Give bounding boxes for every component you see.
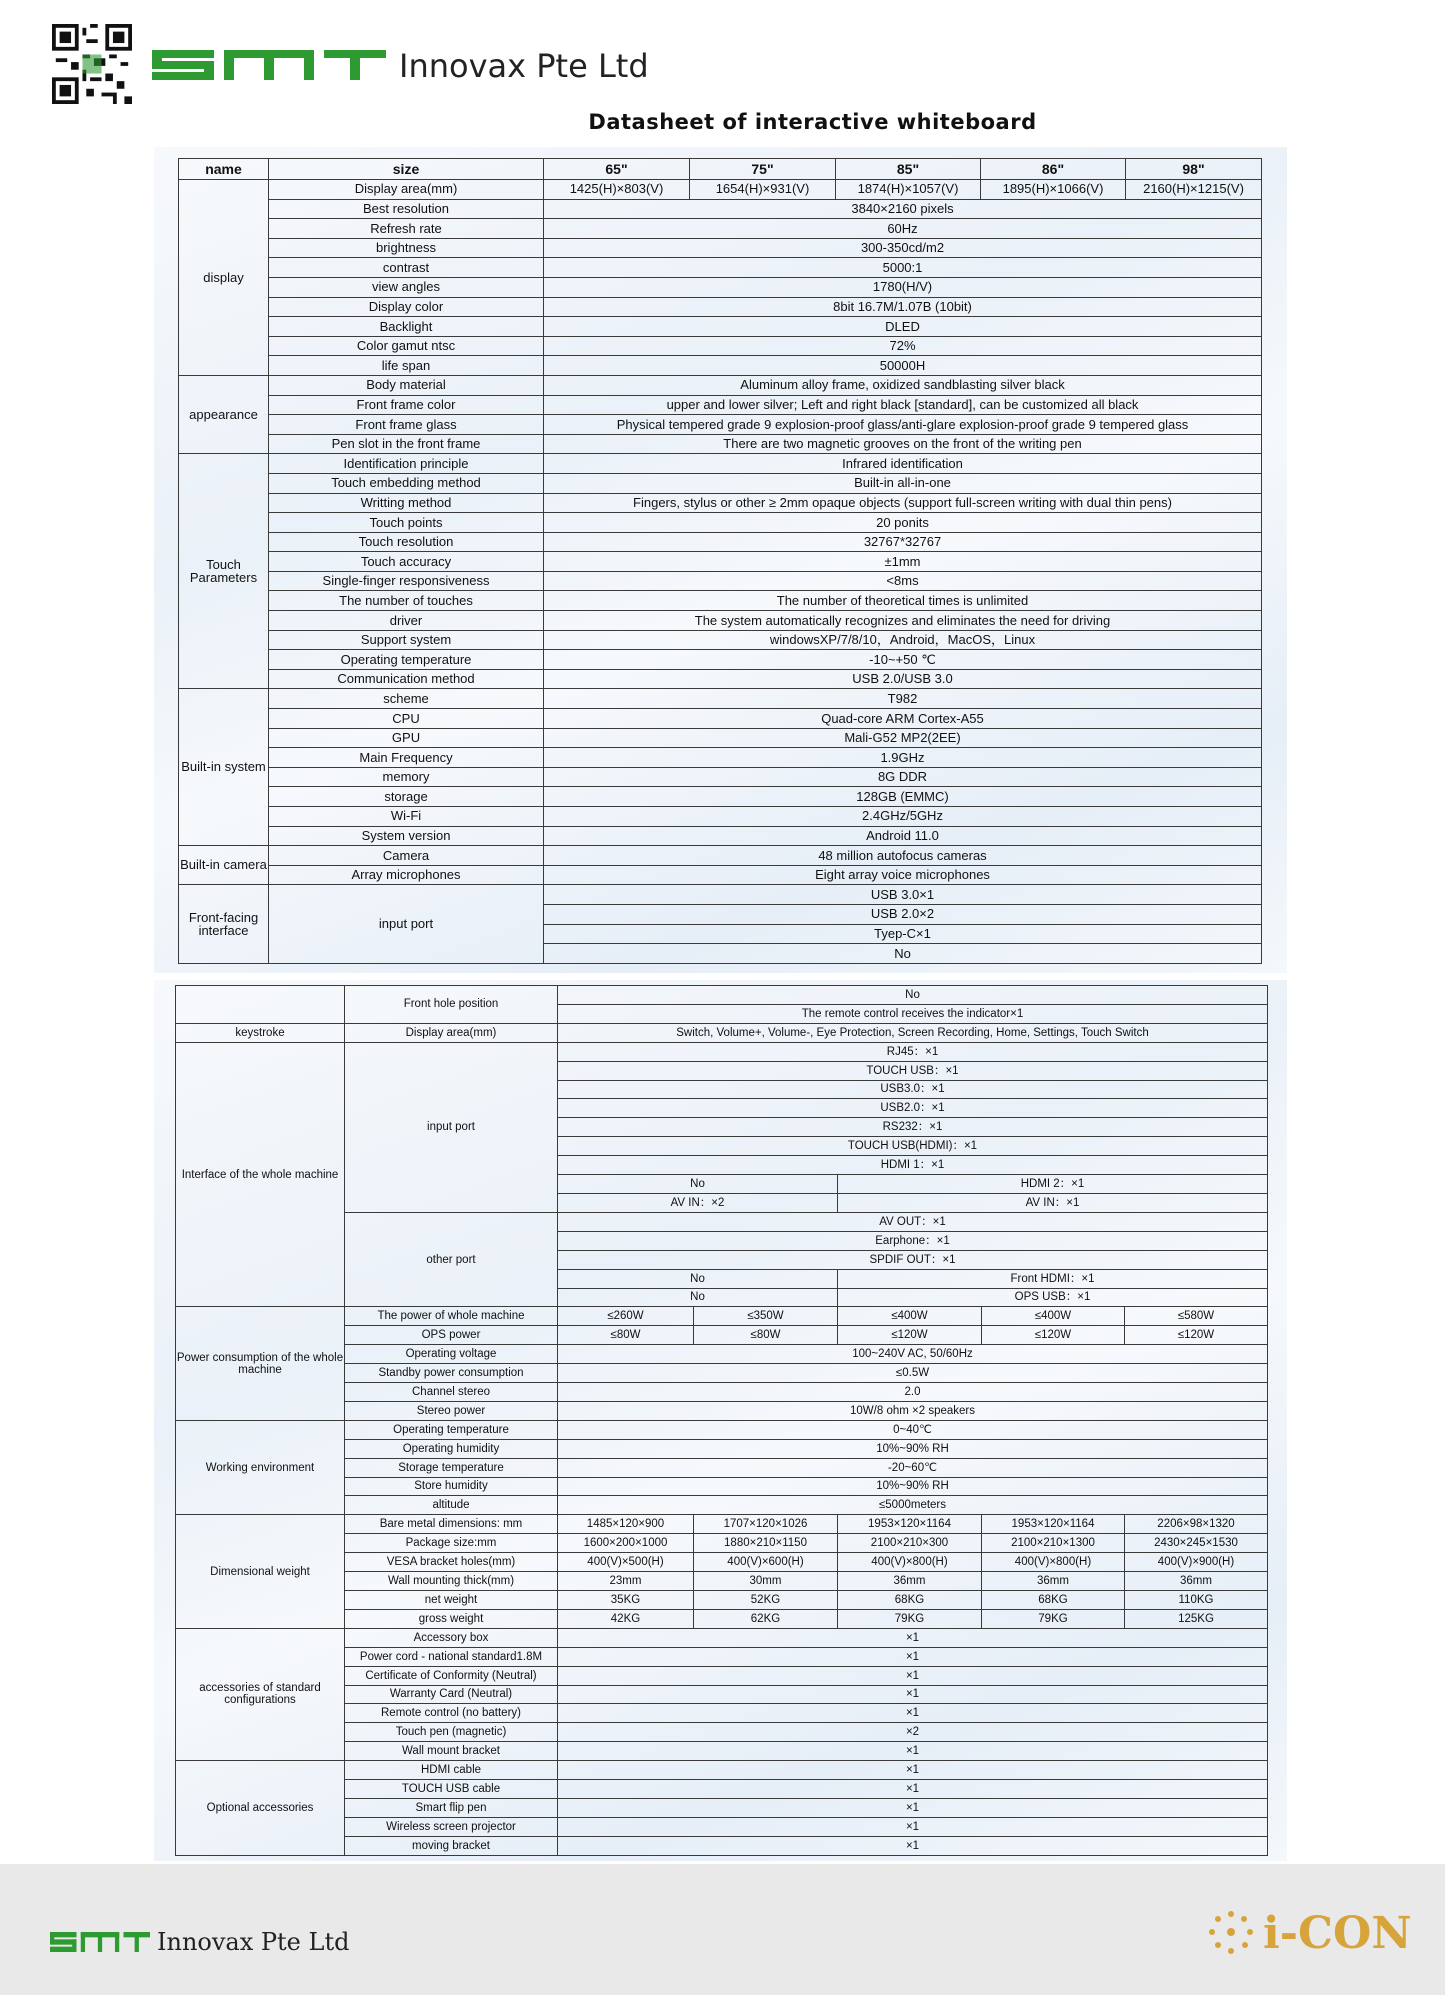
spec-label: Writting method [269,493,544,513]
smt-logo [152,50,386,80]
spec-label: Touch resolution [269,532,544,552]
group-name: Touch Parameters [179,454,269,689]
spec-value: Switch, Volume+, Volume-, Eye Protection, Screen Recording, Home, Settings, Touch Switch [558,1023,1268,1042]
spec-value: There are two magnetic grooves on the front of the writing pen [544,434,1262,454]
spec-label: OPS power [345,1326,558,1345]
spec-label: Standby power consumption [345,1364,558,1383]
table-row [179,552,1262,572]
spec-label: Accessory box [345,1628,558,1647]
table-row [179,807,1262,827]
spec-label: brightness [269,238,544,258]
table-row [179,180,1262,200]
spec-value: 50000H [544,356,1262,376]
spec-value: No [558,1269,838,1288]
table-row [179,317,1262,337]
spec-value: No [558,986,1268,1005]
spec-value: 0~40℃ [558,1420,1268,1439]
spec-value: 2100×210×1300 [982,1534,1125,1553]
spec-value: The system automatically recognizes and eliminates the need for driving [544,611,1262,631]
spec-value: upper and lower silver; Left and right black [standard], can be customized all black [544,395,1262,415]
spec-label: Display area(mm) [345,1023,558,1042]
table-row [179,650,1262,670]
spec-value: 2100×210×300 [838,1534,982,1553]
table-row [179,454,1262,474]
spec-value: 36mm [1125,1572,1268,1591]
table-row [179,767,1262,787]
spec-value: USB 3.0×1 [544,885,1262,905]
spec-value: 60Hz [544,219,1262,239]
spec-label: Bare metal dimensions: mm [345,1515,558,1534]
spec-value: ×1 [558,1666,1268,1685]
spec-value: 400(V)×800(H) [838,1553,982,1572]
spec-value: 1425(H)×803(V) [544,180,690,200]
table-row [176,1515,1268,1534]
spec-value: ≤350W [694,1307,838,1326]
spec-value: ≤120W [1125,1326,1268,1345]
group-name [176,986,345,1024]
spec-label: CPU [269,709,544,729]
column-header: 85" [836,159,981,180]
table-row [179,728,1262,748]
spec-value: ×1 [558,1685,1268,1704]
spec-value: 23mm [558,1572,694,1591]
group-name: Front-facing interface [179,885,269,964]
table-row [179,297,1262,317]
spec-label: TOUCH USB cable [345,1780,558,1799]
table-row [179,258,1262,278]
spec-label: input port [269,885,544,964]
spec-value: 10%~90% RH [558,1477,1268,1496]
spec-value: Infrared identification [544,454,1262,474]
spec-label: Touch points [269,513,544,533]
group-name: Optional accessories [176,1761,345,1856]
spec-label: Color gamut ntsc [269,336,544,356]
group-name: appearance [179,375,269,453]
spec-value: 2430×245×1530 [1125,1534,1268,1553]
spec-label: life span [269,356,544,376]
spec-label: Power cord - national standard1.8M [345,1647,558,1666]
column-header: 86" [981,159,1126,180]
table-row [176,1761,1268,1780]
spec-value: Front HDMI：×1 [838,1269,1268,1288]
spec-label: Wireless screen projector [345,1817,558,1836]
spec-value: ≤0.5W [558,1364,1268,1383]
spec-label: Communication method [269,669,544,689]
spec-label: Front frame glass [269,415,544,435]
spec-value: ×1 [558,1817,1268,1836]
spec-label: The number of touches [269,591,544,611]
spec-value: <8ms [544,571,1262,591]
spec-value: OPS USB：×1 [838,1288,1268,1307]
group-name: Dimensional weight [176,1515,345,1628]
spec-value: 1874(H)×1057(V) [836,180,981,200]
group-name: keystroke [176,1023,345,1042]
spec-value: Mali-G52 MP2(2EE) [544,728,1262,748]
spec-value: ≤120W [838,1326,982,1345]
spec-value: Fingers, stylus or other ≥ 2mm opaque objects (support full-screen writing with dual thin pens) [544,493,1262,513]
footer-smt-logo [50,1932,150,1952]
spec-value: 8G DDR [544,767,1262,787]
page-title: Datasheet of interactive whiteboard [588,110,1037,134]
spec-value: 3840×2160 pixels [544,199,1262,219]
spec-label: Touch pen (magnetic) [345,1723,558,1742]
spec-value: ≤80W [558,1326,694,1345]
spec-label: Wi-Fi [269,807,544,827]
table-row [179,513,1262,533]
spec-value: USB 2.0/USB 3.0 [544,669,1262,689]
table-row [179,611,1262,631]
spec-value: 400(V)×500(H) [558,1553,694,1572]
spec-value: 36mm [982,1572,1125,1591]
spec-label: storage [269,787,544,807]
spec-value: 42KG [558,1609,694,1628]
spec-value: 1654(H)×931(V) [690,180,836,200]
spec-value: ≤400W [982,1307,1125,1326]
column-header: 98" [1126,159,1262,180]
spec-value: 5000:1 [544,258,1262,278]
spec-label: Store humidity [345,1477,558,1496]
spec-value: 48 million autofocus cameras [544,846,1262,866]
table-row [179,336,1262,356]
table-row [179,846,1262,866]
table-row [179,434,1262,454]
table-row [179,865,1262,885]
spec-label: Wall mount bracket [345,1742,558,1761]
spec-value: 1.9GHz [544,748,1262,768]
spec-label: Remote control (no battery) [345,1704,558,1723]
spec-value: 2.0 [558,1383,1268,1402]
spec-value: TOUCH USB(HDMI)：×1 [558,1137,1268,1156]
spec-label: Support system [269,630,544,650]
spec-label: Camera [269,846,544,866]
spec-value: 35KG [558,1591,694,1610]
spec-value: 2.4GHz/5GHz [544,807,1262,827]
spec-value: ×2 [558,1723,1268,1742]
spec-label: contrast [269,258,544,278]
spec-value: USB3.0：×1 [558,1080,1268,1099]
spec-label: The power of whole machine [345,1307,558,1326]
spec-value: 1780(H/V) [544,277,1262,297]
spec-value: 300-350cd/m2 [544,238,1262,258]
group-name: display [179,180,269,376]
spec-value: 110KG [1125,1591,1268,1610]
table-row [176,1023,1268,1042]
table-row [179,669,1262,689]
spec-value: Android 11.0 [544,826,1262,846]
spec-value: ±1mm [544,552,1262,572]
spec-value: 128GB (EMMC) [544,787,1262,807]
table-row [176,1307,1268,1326]
spec-value: -10~+50 ℃ [544,650,1262,670]
spec-value: AV IN：×2 [558,1193,838,1212]
spec-label: HDMI cable [345,1761,558,1780]
spec-label: altitude [345,1496,558,1515]
spec-value: USB 2.0×2 [544,904,1262,924]
spec-label: scheme [269,689,544,709]
table-row [179,473,1262,493]
spec-value: USB2.0：×1 [558,1099,1268,1118]
column-header: 65" [544,159,690,180]
spec-label: other port [345,1212,558,1307]
spec-value: 62KG [694,1609,838,1628]
spec-value: Physical tempered grade 9 explosion-proof glass/anti-glare explosion-proof grade 9 tempered glass [544,415,1262,435]
group-name: accessories of standard configurations [176,1628,345,1760]
spec-label: GPU [269,728,544,748]
table-row [179,885,1262,905]
header [0,0,1445,115]
spec-label: memory [269,767,544,787]
spec-value: ≤400W [838,1307,982,1326]
spec-label: Operating temperature [345,1420,558,1439]
spec-label: Touch accuracy [269,552,544,572]
spec-label: Operating voltage [345,1345,558,1364]
qr-code [52,24,132,104]
group-name: Working environment [176,1420,345,1515]
table-row [179,571,1262,591]
spec-label: Main Frequency [269,748,544,768]
spec-label: Single-finger responsiveness [269,571,544,591]
spec-value: AV IN：×1 [838,1193,1268,1212]
spec-value: No [558,1175,838,1194]
table-row [179,415,1262,435]
spec-value: No [544,944,1262,964]
spec-value: 1953×120×1164 [982,1515,1125,1534]
spec-value: ≤580W [1125,1307,1268,1326]
spec-value: 30mm [694,1572,838,1591]
table-row [176,986,1268,1005]
spec-label: Display color [269,297,544,317]
spec-value: The remote control receives the indicator×1 [558,1004,1268,1023]
table-row [179,238,1262,258]
spec-value: ×1 [558,1742,1268,1761]
icon-dots-logo [1206,1908,1256,1958]
spec-label: Pen slot in the front frame [269,434,544,454]
spec-value: ×1 [558,1761,1268,1780]
column-header: name [179,159,269,180]
spec-value: RS232：×1 [558,1118,1268,1137]
spec-label: view angles [269,277,544,297]
spec-label: Refresh rate [269,219,544,239]
spec-value: 1707×120×1026 [694,1515,838,1534]
spec-value: Built-in all-in-one [544,473,1262,493]
spec-value: ≤5000meters [558,1496,1268,1515]
table-row [179,219,1262,239]
spec-label: Operating temperature [269,650,544,670]
spec-value: RJ45：×1 [558,1042,1268,1061]
spec-label: input port [345,1042,558,1212]
spec-value: Aluminum alloy frame, oxidized sandblasting silver black [544,375,1262,395]
spec-label: Array microphones [269,865,544,885]
spec-label: Wall mounting thick(mm) [345,1572,558,1591]
spec-value: 36mm [838,1572,982,1591]
spec-label: Certificate of Conformity (Neutral) [345,1666,558,1685]
spec-value: TOUCH USB：×1 [558,1061,1268,1080]
spec-value: Earphone：×1 [558,1231,1268,1250]
table-row [179,199,1262,219]
spec-value: ×1 [558,1704,1268,1723]
table-row [179,532,1262,552]
spec-label: VESA bracket holes(mm) [345,1553,558,1572]
spec-value: ×1 [558,1780,1268,1799]
spec-table-1 [178,158,1262,964]
spec-value: 72% [544,336,1262,356]
table-row [176,1628,1268,1647]
spec-value: AV OUT：×1 [558,1212,1268,1231]
spec-label: Display area(mm) [269,180,544,200]
group-name: Interface of the whole machine [176,1042,345,1307]
spec-table-2 [175,985,1268,1856]
spec-value: 2206×98×1320 [1125,1515,1268,1534]
spec-value: 68KG [982,1591,1125,1610]
spec-label: Front hole position [345,986,558,1024]
spec-label: driver [269,611,544,631]
spec-label: Backlight [269,317,544,337]
spec-value: 8bit 16.7M/1.07B (10bit) [544,297,1262,317]
spec-value: 1485×120×900 [558,1515,694,1534]
spec-label: Identification principle [269,454,544,474]
spec-value: 400(V)×900(H) [1125,1553,1268,1572]
spec-value: 1880×210×1150 [694,1534,838,1553]
spec-value: 32767*32767 [544,532,1262,552]
spec-value: ×1 [558,1836,1268,1855]
table-row [179,159,1262,180]
table-row [179,591,1262,611]
spec-value: DLED [544,317,1262,337]
spec-value: 68KG [838,1591,982,1610]
table-row [179,709,1262,729]
table-row [179,826,1262,846]
spec-value: T982 [544,689,1262,709]
spec-label: System version [269,826,544,846]
table-row [179,630,1262,650]
spec-label: Front frame color [269,395,544,415]
spec-value: 125KG [1125,1609,1268,1628]
table-row [179,356,1262,376]
spec-label: Body material [269,375,544,395]
spec-value: Tyep-C×1 [544,924,1262,944]
spec-value: HDMI 2：×1 [838,1175,1268,1194]
table-row [176,1042,1268,1061]
spec-value: ≤80W [694,1326,838,1345]
table-row [179,277,1262,297]
spec-value: 1895(H)×1066(V) [981,180,1126,200]
spec-value: ×1 [558,1647,1268,1666]
spec-value: 79KG [982,1609,1125,1628]
table-row [179,787,1262,807]
group-name: Power consumption of the whole machine [176,1307,345,1420]
spec-label: gross weight [345,1609,558,1628]
spec-label: moving bracket [345,1836,558,1855]
spec-label: Operating humidity [345,1439,558,1458]
spec-label: net weight [345,1591,558,1610]
table-row [179,375,1262,395]
spec-value: -20~60℃ [558,1458,1268,1477]
spec-value: 20 ponits [544,513,1262,533]
spec-label: Stereo power [345,1401,558,1420]
spec-label: Channel stereo [345,1383,558,1402]
spec-value: 400(V)×600(H) [694,1553,838,1572]
group-name: Built-in camera [179,846,269,885]
spec-value: Eight array voice microphones [544,865,1262,885]
spec-value: 10%~90% RH [558,1439,1268,1458]
footer-company-name: Innovax Pte Ltd [157,1928,350,1956]
spec-value: 52KG [694,1591,838,1610]
table-row [179,748,1262,768]
group-name: Built-in system [179,689,269,846]
spec-value: 10W/8 ohm ×2 speakers [558,1401,1268,1420]
table-row [179,493,1262,513]
column-header: 75" [690,159,836,180]
table-row [179,395,1262,415]
spec-value: windowsXP/7/8/10，Android，MacOS，Linux [544,630,1262,650]
partner-logo-text: i-CON [1263,1908,1412,1959]
spec-value: 1953×120×1164 [838,1515,982,1534]
spec-value: HDMI 1：×1 [558,1156,1268,1175]
spec-label: Package size:mm [345,1534,558,1553]
company-name: Innovax Pte Ltd [399,47,649,85]
spec-value: 400(V)×800(H) [982,1553,1125,1572]
spec-value: ×1 [558,1628,1268,1647]
spec-label: Smart flip pen [345,1798,558,1817]
spec-label: Best resolution [269,199,544,219]
spec-value: 79KG [838,1609,982,1628]
spec-label: Touch embedding method [269,473,544,493]
spec-value: Quad-core ARM Cortex-A55 [544,709,1262,729]
spec-label: Storage temperature [345,1458,558,1477]
spec-value: 1600×200×1000 [558,1534,694,1553]
spec-value: ×1 [558,1798,1268,1817]
table-row [176,1420,1268,1439]
column-header: size [269,159,544,180]
spec-value: 2160(H)×1215(V) [1126,180,1262,200]
spec-value: ≤120W [982,1326,1125,1345]
spec-value: 100~240V AC, 50/60Hz [558,1345,1268,1364]
table-row [179,689,1262,709]
spec-value: SPDIF OUT：×1 [558,1250,1268,1269]
spec-label: Warranty Card (Neutral) [345,1685,558,1704]
spec-value: ≤260W [558,1307,694,1326]
spec-value: No [558,1288,838,1307]
spec-value: The number of theoretical times is unlimited [544,591,1262,611]
